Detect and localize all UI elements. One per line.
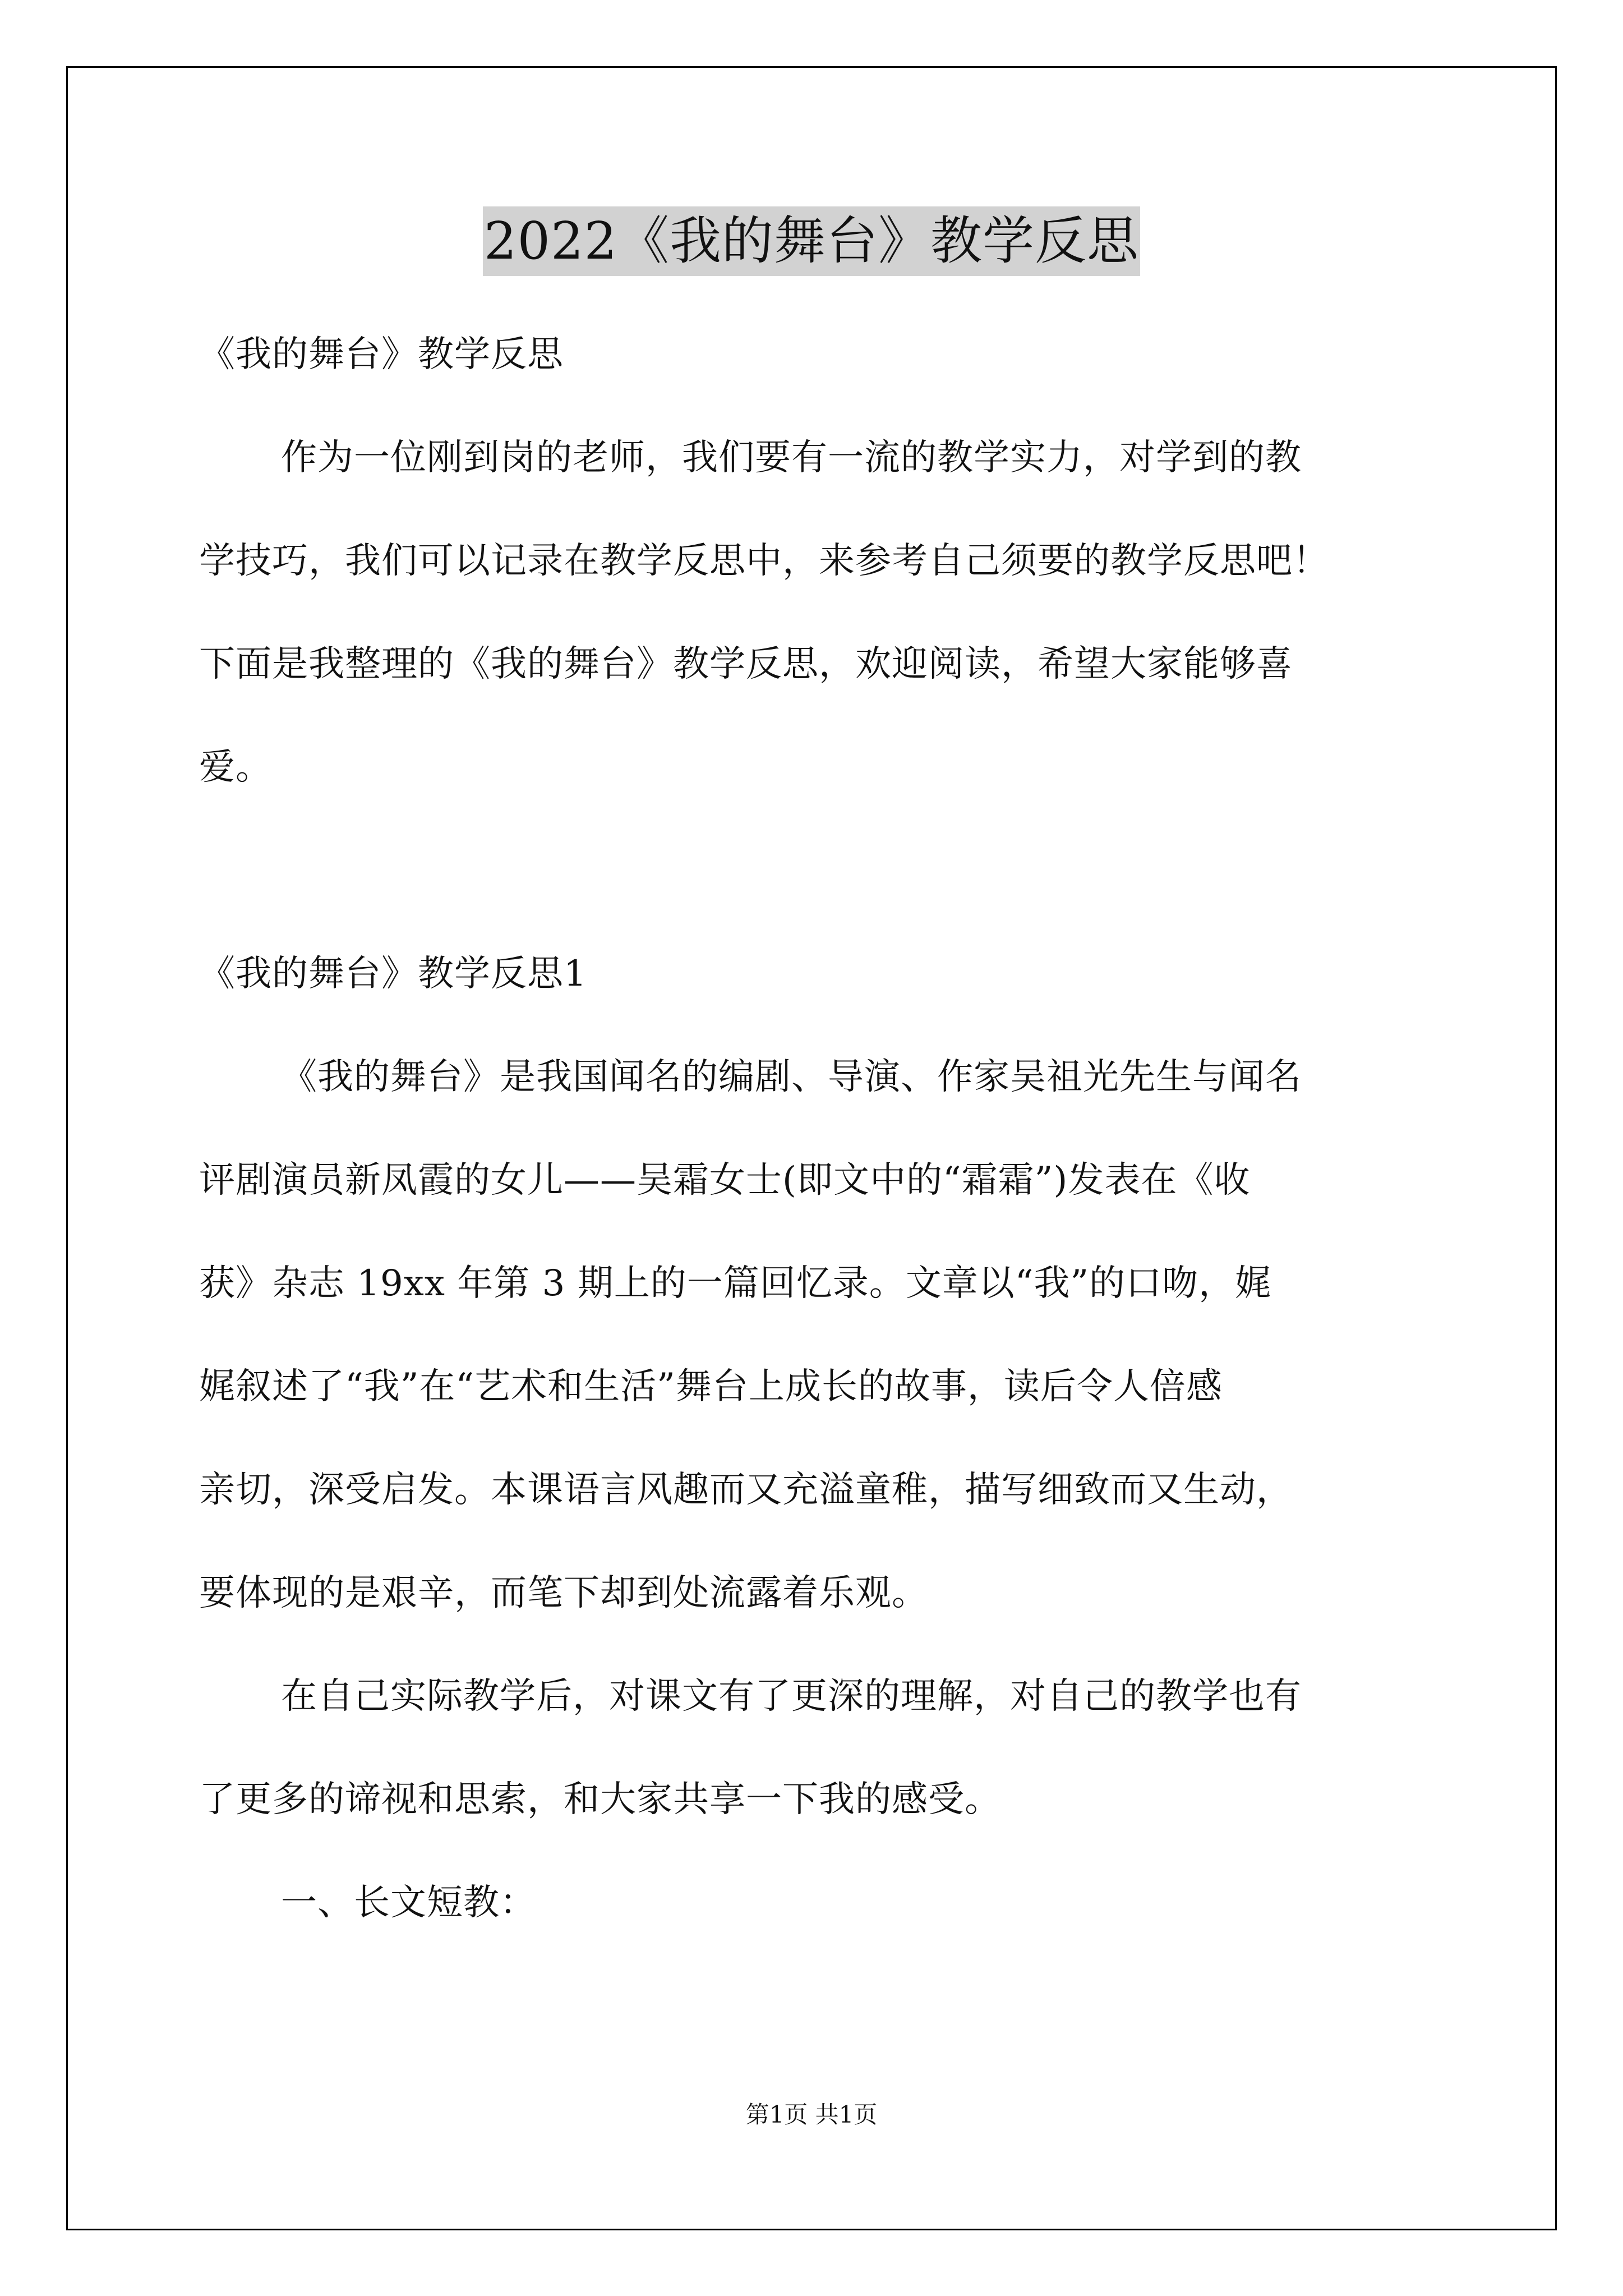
body-paragraph (199, 1025, 1433, 1645)
paragraph-line: 《我的舞台》是我国闻名的编剧、导演、作家吴祖光先生与闻名 (281, 1056, 1302, 1098)
section-heading: 《我的舞台》教学反思1 (199, 953, 587, 995)
paragraph-line: 要体现的是艰辛，而笔下却到处流露着乐观。 (199, 1572, 928, 1614)
paragraph-line: 学技巧，我们可以记录在教学反思中，来参考自己须要的教学反思吧！ (199, 540, 1329, 582)
paragraph-line: 亲切，深受启发。本课语言风趣而又充溢童稚，描写细致而又生动， (199, 1469, 1293, 1511)
document-title: 2022《我的舞台》教学反思 (483, 206, 1140, 276)
section-heading: 《我的舞台》教学反思 (199, 334, 564, 375)
paragraph-line: 下面是我整理的《我的舞台》教学反思，欢迎阅读，希望大家能够喜 (199, 643, 1293, 685)
subsection-heading: 一、长文短教： (281, 1882, 536, 1924)
paragraph-line: 娓叙述了“我”在“艺术和生活”舞台上成长的故事，读后令人倍感 (199, 1366, 1223, 1407)
intro-paragraph (199, 406, 1433, 819)
blank-line (199, 819, 1433, 922)
paragraph-line: 在自己实际教学后，对课文有了更深的理解，对自己的教学也有 (281, 1676, 1302, 1717)
page-footer: 第1页 共1页 (745, 2101, 878, 2128)
paragraph-line: 评剧演员新凤霞的女儿——吴霜女士(即文中的“霜霜”)发表在《收 (199, 1159, 1251, 1201)
paragraph-line: 获》杂志 19xx 年第 3 期上的一篇回忆录。文章以“我”的口吻，娓 (199, 1263, 1272, 1304)
paragraph-line: 爱。 (199, 747, 272, 788)
title-container (0, 206, 1623, 276)
document-body (199, 303, 1433, 1954)
paragraph-line: 了更多的谛视和思索，和大家共享一下我的感受。 (199, 1779, 1001, 1820)
body-paragraph (199, 1645, 1433, 1851)
paragraph-line: 作为一位刚到岗的老师，我们要有一流的教学实力，对学到的教 (281, 437, 1302, 478)
